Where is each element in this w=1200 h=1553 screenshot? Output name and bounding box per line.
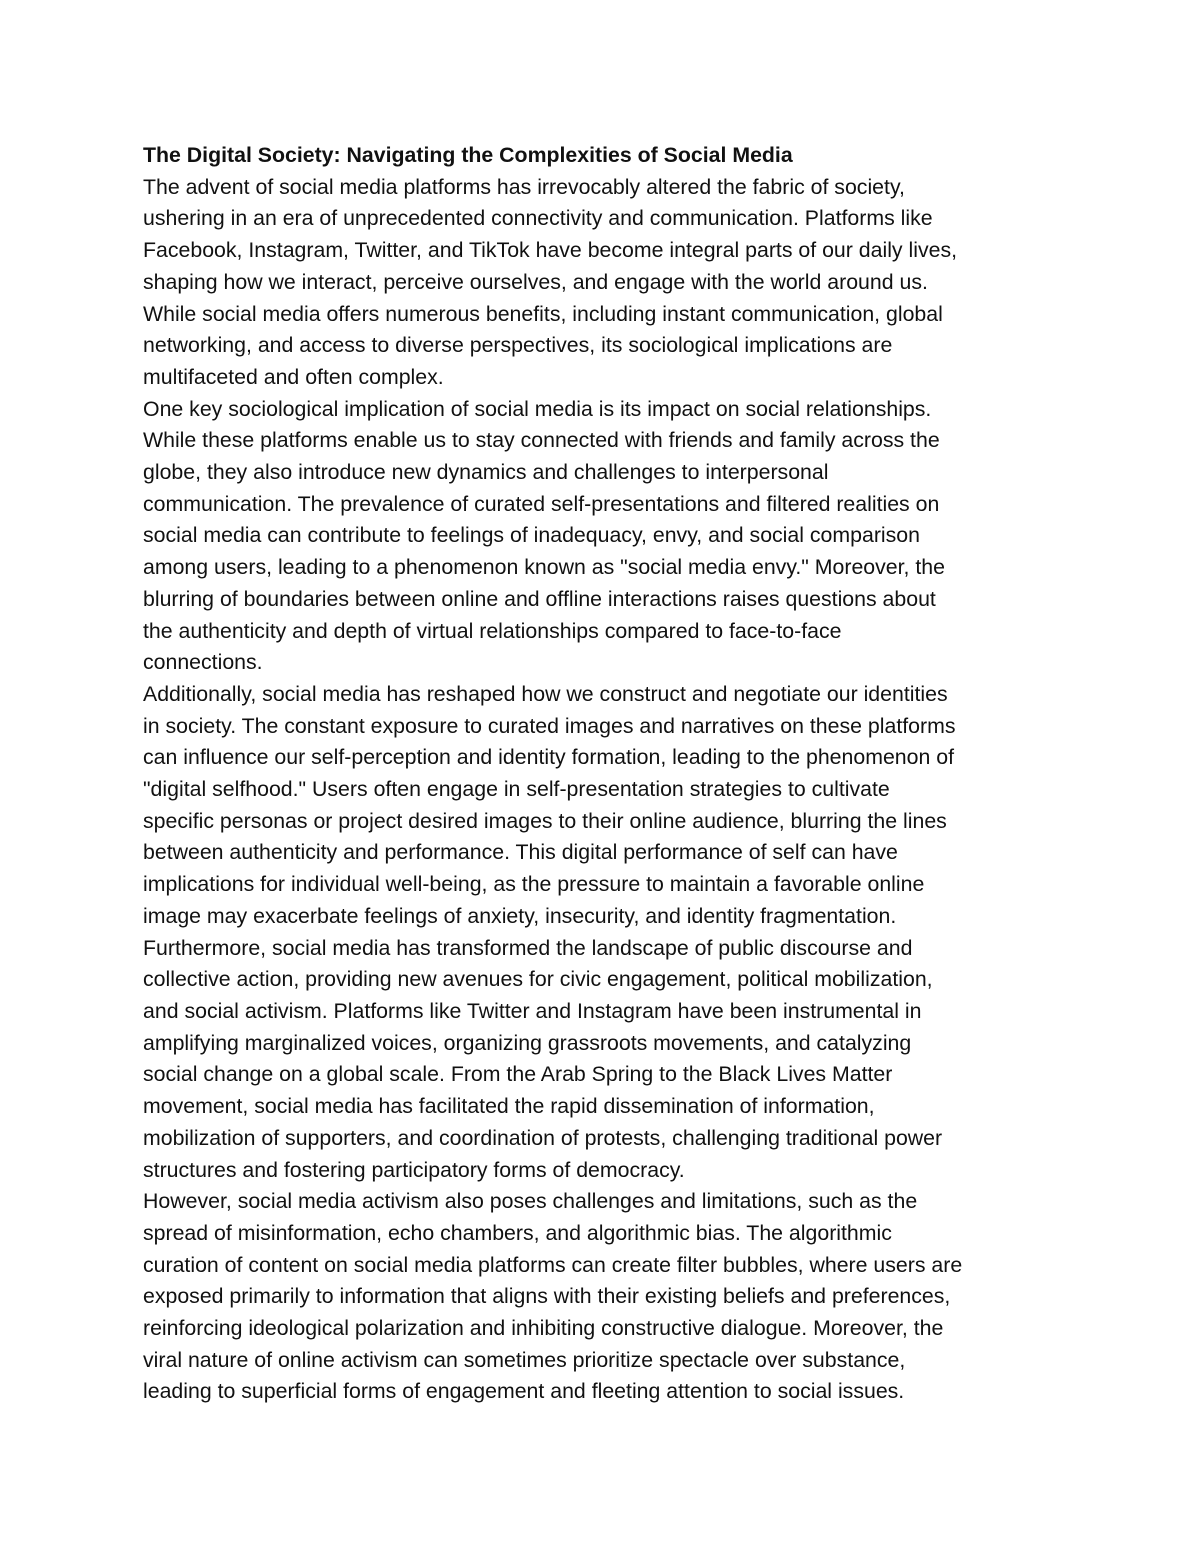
- paragraph-5: [143, 1186, 1063, 1408]
- paragraph-line: networking, and access to diverse perspectives, its sociological implications are: [143, 333, 893, 358]
- paragraph-line: mobilization of supporters, and coordination of protests, challenging traditional power: [143, 1125, 943, 1150]
- paragraph-line: social media can contribute to feelings of inadequacy, envy, and social comparison: [143, 523, 920, 548]
- paragraph-line: While social media offers numerous benefits, including instant communication, global: [143, 301, 943, 326]
- paragraph-1: [143, 172, 1063, 394]
- paragraph-line: ushering in an era of unprecedented connectivity and communication. Platforms like: [143, 206, 933, 231]
- paragraph-line: spread of misinformation, echo chambers, and algorithmic bias. The algorithmic: [143, 1220, 892, 1245]
- paragraph-line: However, social media activism also poses challenges and limitations, such as the: [143, 1189, 918, 1214]
- paragraph-line: and social activism. Platforms like Twitter and Instagram have been instrumental in: [143, 998, 922, 1023]
- paragraph-line: movement, social media has facilitated the rapid dissemination of information,: [143, 1094, 875, 1119]
- paragraph-line: structures and fostering participatory forms of democracy.: [143, 1157, 685, 1182]
- paragraph-line: reinforcing ideological polarization and inhibiting constructive dialogue. Moreover, the: [143, 1316, 944, 1341]
- paragraph-line: One key sociological implication of social media is its impact on social relationships.: [143, 396, 932, 421]
- paragraph-line: implications for individual well-being, as the pressure to maintain a favorable online: [143, 872, 925, 897]
- paragraph-line: viral nature of online activism can sometimes prioritize spectacle over substance,: [143, 1347, 906, 1372]
- paragraph-line: Facebook, Instagram, Twitter, and TikTok have become integral parts of our daily lives,: [143, 238, 958, 263]
- paragraph-line: multifaceted and often complex.: [143, 364, 444, 389]
- paragraph-line: communication. The prevalence of curated self-presentations and filtered realities on: [143, 491, 940, 516]
- paragraph-line: The advent of social media platforms has irrevocably altered the fabric of society,: [143, 174, 905, 199]
- document-body: [143, 140, 1063, 1408]
- paragraph-2: [143, 394, 1063, 679]
- paragraph-line: Additionally, social media has reshaped how we construct and negotiate our identities: [143, 681, 948, 706]
- paragraph-line: in society. The constant exposure to curated images and narratives on these platforms: [143, 713, 956, 738]
- paragraph-line: curation of content on social media platforms can create filter bubbles, where users are: [143, 1252, 963, 1277]
- document-title: The Digital Society: Navigating the Complexities of Social Media: [143, 143, 793, 167]
- paragraph-line: image may exacerbate feelings of anxiety, insecurity, and identity fragmentation.: [143, 903, 897, 928]
- paragraph-line: "digital selfhood." Users often engage in self-presentation strategies to cultivate: [143, 777, 890, 802]
- paragraph-3: [143, 679, 1063, 933]
- paragraph-line: the authenticity and depth of virtual relationships compared to face-to-face: [143, 618, 842, 643]
- paragraph-line: shaping how we interact, perceive ourselves, and engage with the world around us.: [143, 269, 928, 294]
- paragraph-line: blurring of boundaries between online and offline interactions raises questions about: [143, 586, 936, 611]
- paragraph-line: social change on a global scale. From the Arab Spring to the Black Lives Matter: [143, 1062, 893, 1087]
- paragraph-line: Furthermore, social media has transformed the landscape of public discourse and: [143, 935, 913, 960]
- paragraph-4: [143, 933, 1063, 1187]
- paragraph-line: leading to superficial forms of engagement and fleeting attention to social issues.: [143, 1379, 905, 1404]
- paragraph-line: amplifying marginalized voices, organizing grassroots movements, and catalyzing: [143, 1030, 912, 1055]
- paragraph-line: connections.: [143, 650, 263, 675]
- paragraph-line: exposed primarily to information that aligns with their existing beliefs and preferences,: [143, 1284, 951, 1309]
- paragraph-line: can influence our self-perception and identity formation, leading to the phenomenon of: [143, 745, 954, 770]
- paragraph-line: among users, leading to a phenomenon known as "social media envy." Moreover, the: [143, 555, 945, 580]
- paragraph-line: globe, they also introduce new dynamics and challenges to interpersonal: [143, 460, 829, 485]
- paragraph-line: collective action, providing new avenues for civic engagement, political mobilization,: [143, 967, 933, 992]
- paragraph-line: between authenticity and performance. This digital performance of self can have: [143, 840, 898, 865]
- paragraph-line: While these platforms enable us to stay connected with friends and family across the: [143, 428, 940, 453]
- paragraph-line: specific personas or project desired images to their online audience, blurring the lines: [143, 808, 947, 833]
